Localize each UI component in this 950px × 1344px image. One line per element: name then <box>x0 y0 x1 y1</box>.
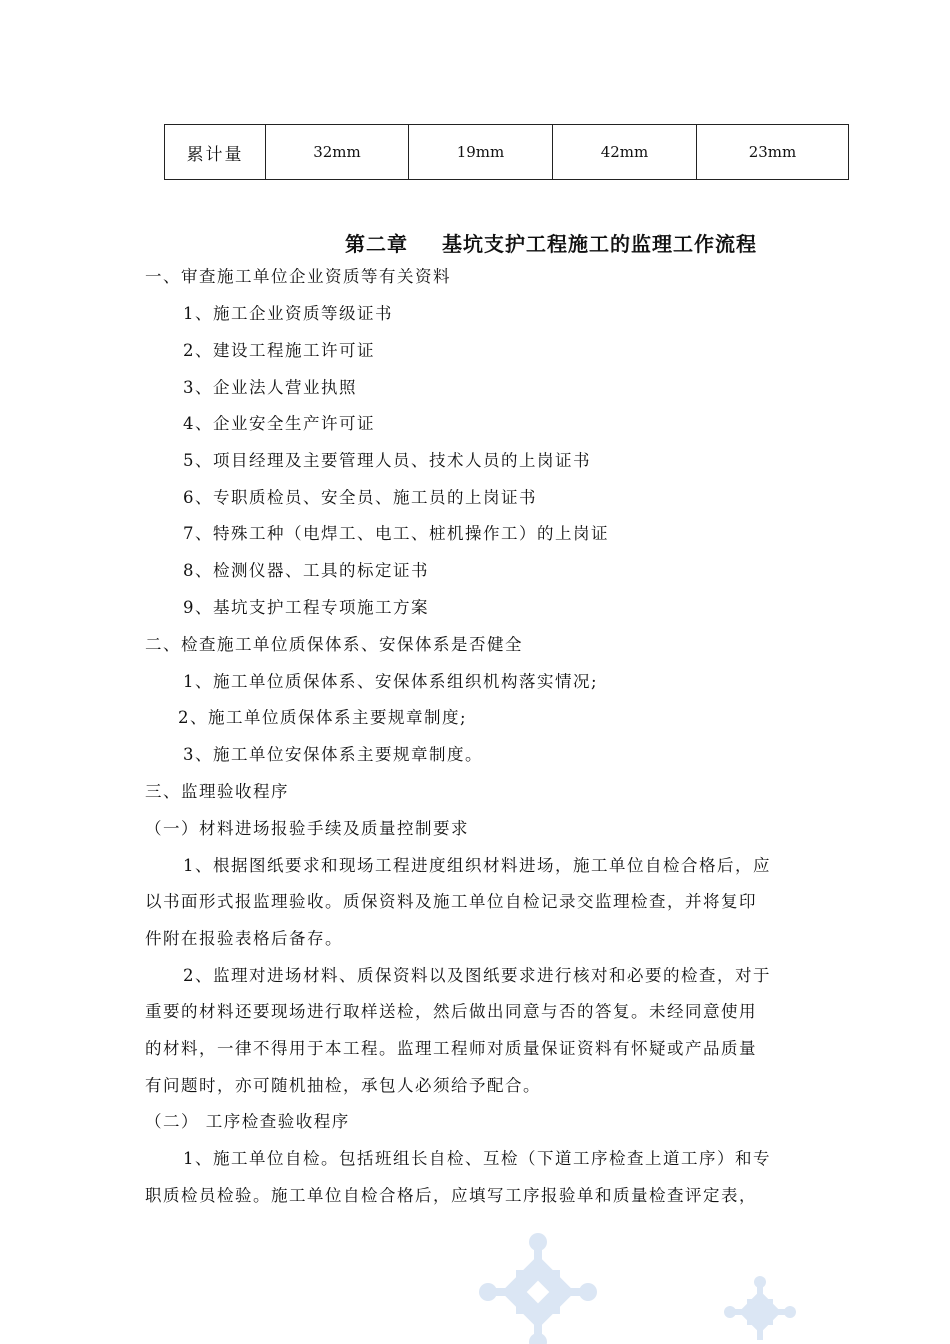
value-cell: 23mm <box>697 125 849 180</box>
row-label: 累计量 <box>165 125 266 180</box>
paragraph-line: 2、监理对进场材料、质保资料以及图纸要求进行核对和必要的检查，对于 <box>183 966 771 985</box>
paragraph-line: 职质检员检验。施工单位自检合格后，应填写工序报验单和质量检查评定表， <box>145 1186 757 1205</box>
list-item: 3、施工单位安保体系主要规章制度。 <box>183 745 483 764</box>
chapter-number: 第二章 <box>345 232 408 256</box>
snowflake-watermark-icon <box>724 1276 796 1344</box>
value-cell: 42mm <box>553 125 697 180</box>
section-heading: 二、检查施工单位质保体系、安保体系是否健全 <box>145 635 523 654</box>
chapter-title: 基坑支护工程施工的监理工作流程 <box>442 232 757 256</box>
paragraph-line: 1、根据图纸要求和现场工程进度组织材料进场，施工单位自检合格后，应 <box>183 856 771 875</box>
table-row <box>165 125 849 180</box>
section-heading: 三、监理验收程序 <box>145 782 289 801</box>
paragraph-line: 的材料，一律不得用于本工程。监理工程师对质量保证资料有怀疑或产品质量 <box>145 1039 757 1058</box>
chapter-heading <box>345 228 757 257</box>
list-item: 6、专职质检员、安全员、施工员的上岗证书 <box>183 488 537 507</box>
paragraph-line: 重要的材料还要现场进行取样送检，然后做出同意与否的答复。未经同意使用 <box>145 1002 757 1021</box>
cumulative-table <box>164 124 849 180</box>
list-item: 2、施工单位质保体系主要规章制度; <box>178 708 468 727</box>
subsection-heading: （一）材料进场报验手续及质量控制要求 <box>145 819 469 838</box>
list-item: 8、检测仪器、工具的标定证书 <box>183 561 429 580</box>
list-item: 9、基坑支护工程专项施工方案 <box>183 598 429 617</box>
list-item: 7、特殊工种（电焊工、电工、桩机操作工）的上岗证 <box>183 524 609 543</box>
value-cell: 19mm <box>409 125 553 180</box>
list-item: 3、企业法人营业执照 <box>183 378 357 397</box>
section-heading: 一、审查施工单位企业资质等有关资料 <box>145 267 451 286</box>
value-cell: 32mm <box>266 125 409 180</box>
paragraph-line: 件附在报验表格后备存。 <box>145 929 343 948</box>
list-item: 1、施工单位质保体系、安保体系组织机构落实情况; <box>183 672 599 691</box>
paragraph-line: 有问题时，亦可随机抽检，承包人必须给予配合。 <box>145 1076 541 1095</box>
list-item: 5、项目经理及主要管理人员、技术人员的上岗证书 <box>183 451 591 470</box>
snowflake-watermark-icon <box>478 1232 598 1344</box>
list-item: 2、建设工程施工许可证 <box>183 341 375 360</box>
list-item: 1、施工企业资质等级证书 <box>183 304 393 323</box>
subsection-heading: （二） 工序检查验收程序 <box>145 1112 350 1131</box>
paragraph-line: 以书面形式报监理验收。质保资料及施工单位自检记录交监理检查，并将复印 <box>145 892 757 911</box>
paragraph-line: 1、施工单位自检。包括班组长自检、互检（下道工序检查上道工序）和专 <box>183 1149 771 1168</box>
list-item: 4、企业安全生产许可证 <box>183 414 375 433</box>
